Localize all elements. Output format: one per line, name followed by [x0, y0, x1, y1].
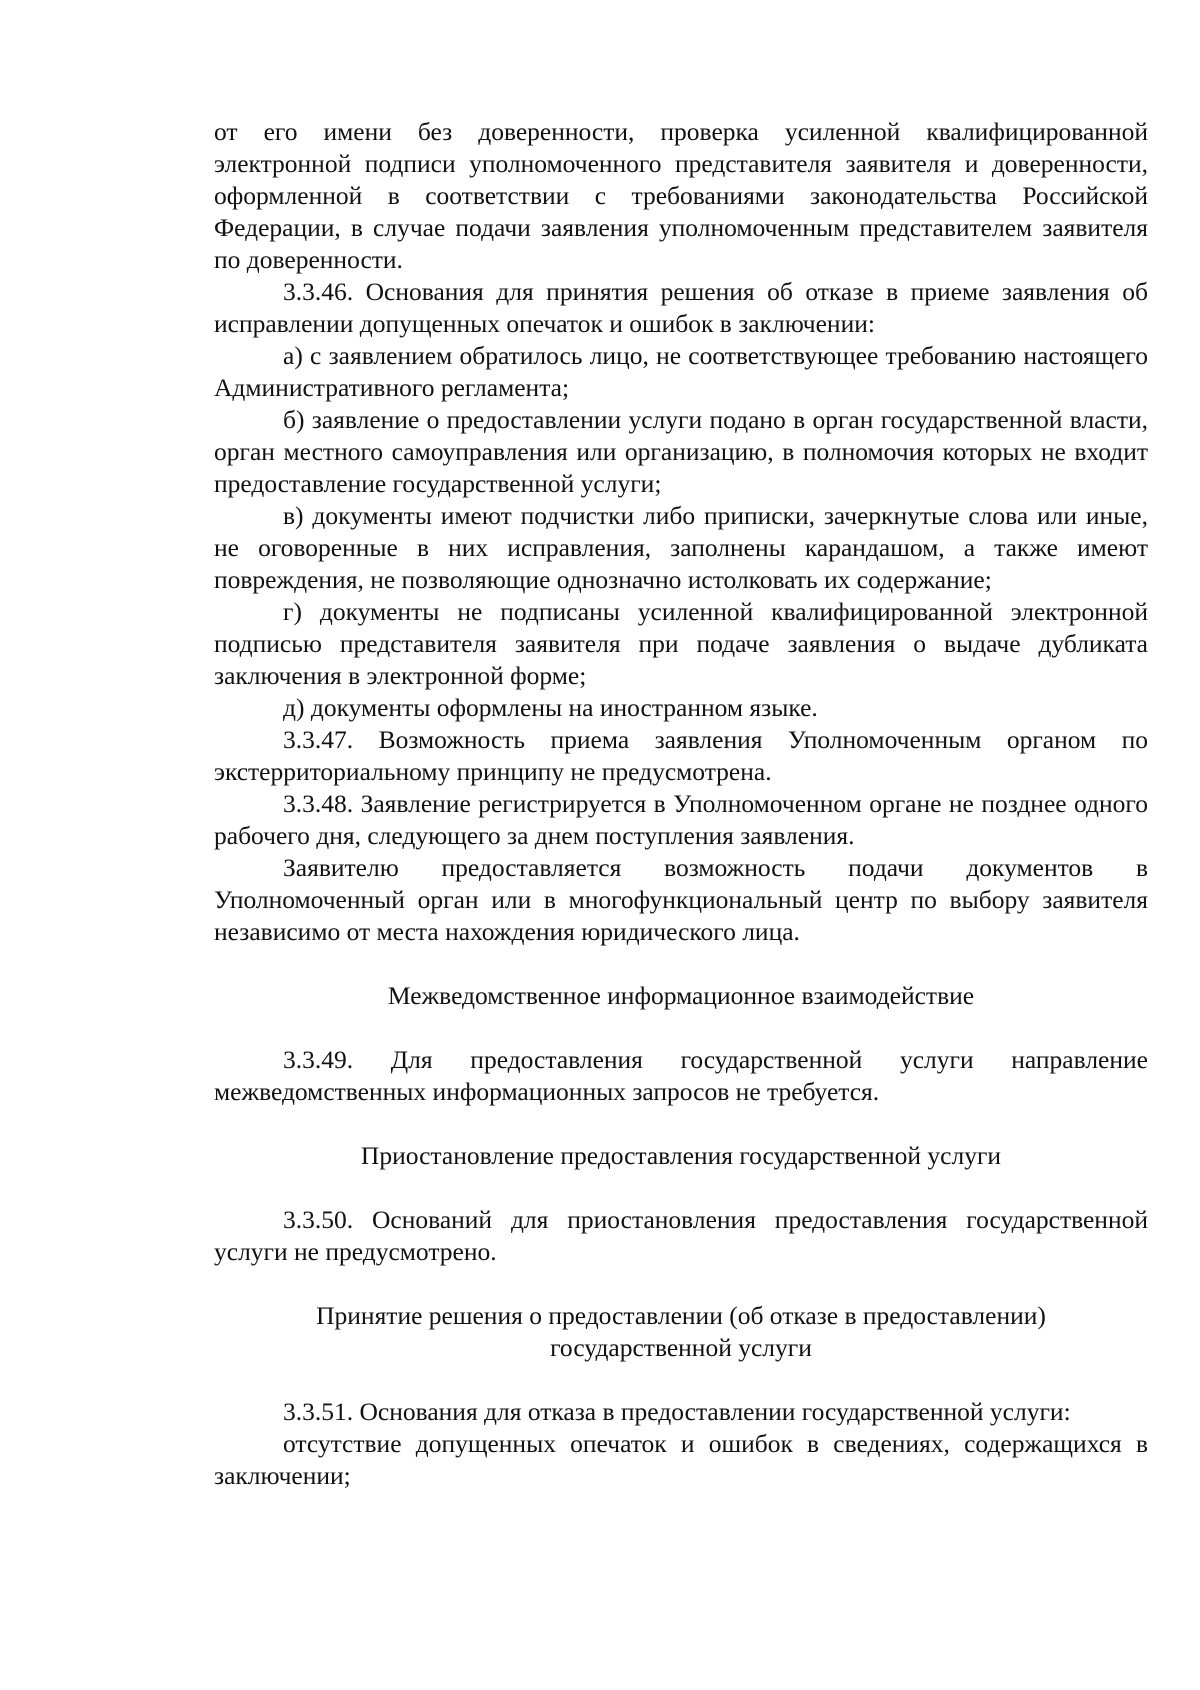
- paragraph: от его имени без доверенности, проверка усиленной квалифицированной электронной подписи уполномоченного представителя заявителя и доверенности, оформленной в соответствии с требованиями законодательства Российской Федерации, в случае подачи заявления уполномоченным представителем заявителя по доверенности.: [214, 117, 1148, 274]
- section-spacer: [214, 1012, 1148, 1044]
- section-heading-line: государственной услуги: [550, 1333, 812, 1362]
- section-heading-line: Принятие решения о предоставлении (об отказе в предоставлении): [316, 1301, 1046, 1330]
- section-spacer: [214, 948, 1148, 980]
- paragraph: д) документы оформлены на иностранном языке.: [283, 693, 818, 722]
- section-heading: [214, 1300, 1148, 1364]
- paragraph: 3.3.48. Заявление регистрируется в Уполномоченном органе не позднее одного рабочего дня, следующего за днем поступления заявления.: [214, 789, 1148, 850]
- document-body: [214, 116, 1148, 1492]
- section-spacer: [214, 1108, 1148, 1140]
- paragraph: отсутствие допущенных опечаток и ошибок в сведениях, содержащихся в заключении;: [214, 1429, 1148, 1490]
- section-heading: Межведомственное информационное взаимодействие: [387, 981, 975, 1010]
- paragraph: Заявителю предоставляется возможность подачи документов в Уполномоченный орган или в многофункциональный центр по выбору заявителя независимо от места нахождения юридического лица.: [214, 853, 1148, 946]
- paragraph: 3.3.51. Основания для отказа в предоставлении государственной услуги:: [283, 1397, 1071, 1426]
- paragraph: 3.3.49. Для предоставления государственной услуги направление межведомственных информационных запросов не требуется.: [214, 1045, 1148, 1106]
- document-page: [214, 116, 1148, 1492]
- paragraph: в) документы имеют подчистки либо приписки, зачеркнутые слова или иные, не оговоренные в них исправления, заполнены карандашом, а также имеют повреждения, не позволяющие однозначно истолковать их содержание;: [214, 501, 1148, 594]
- paragraph: а) с заявлением обратилось лицо, не соответствующее требованию настоящего Административного регламента;: [214, 341, 1148, 402]
- paragraph: б) заявление о предоставлении услуги подано в орган государственной власти, орган местного самоуправления или организацию, в полномочия которых не входит предоставление государственной услуги;: [214, 405, 1148, 498]
- section-spacer: [214, 1172, 1148, 1204]
- section-heading: Приостановление предоставления государственной услуги: [360, 1141, 1002, 1170]
- paragraph: г) документы не подписаны усиленной квалифицированной электронной подписью представителя заявителя при подаче заявления о выдаче дубликата заключения в электронной форме;: [214, 597, 1148, 690]
- paragraph: 3.3.47. Возможность приема заявления Уполномоченным органом по экстерриториальному принципу не предусмотрена.: [214, 725, 1148, 786]
- paragraph: 3.3.50. Оснований для приостановления предоставления государственной услуги не предусмотрено.: [214, 1205, 1148, 1266]
- section-spacer: [214, 1268, 1148, 1300]
- section-spacer: [214, 1364, 1148, 1396]
- paragraph: 3.3.46. Основания для принятия решения об отказе в приеме заявления об исправлении допущенных опечаток и ошибок в заключении:: [214, 277, 1148, 338]
